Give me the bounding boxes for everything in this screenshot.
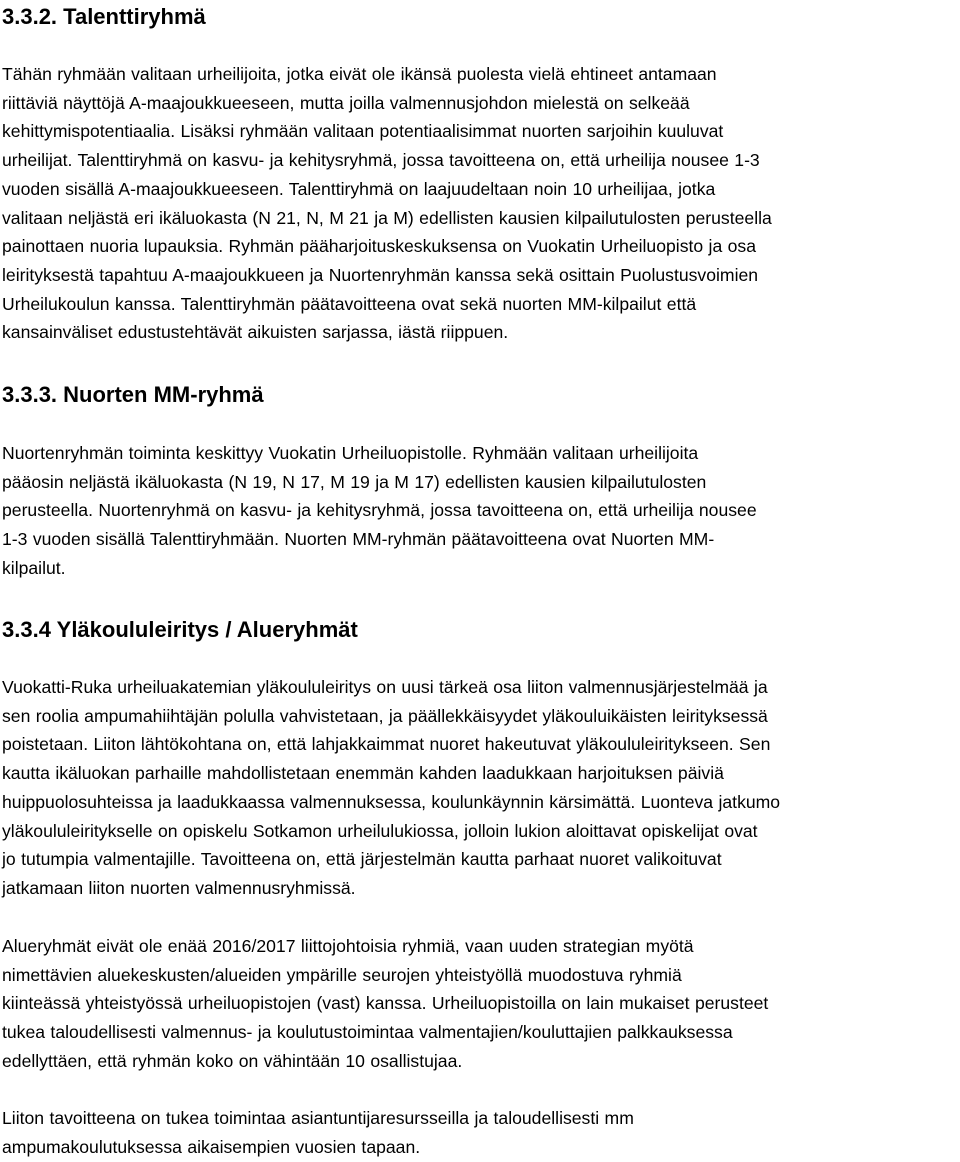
text-line: urheilijat. Talenttiryhmä on kasvu- ja kehitysryhmä, jossa tavoitteena on, että urheilija nousee 1-3: [2, 150, 760, 171]
text-line: pääosin neljästä ikäluokasta (N 19, N 17, M 19 ja M 17) edellisten kausien kilpailutulosten: [2, 471, 707, 492]
text-line: Vuokatti-Ruka urheiluakatemian yläkoululeiritys on uusi tärkeä osa liiton valmennusjärjestelmää ja: [2, 677, 768, 697]
text-line: perusteella. Nuortenryhmä on kasvu- ja kehitysryhmä, jossa tavoitteena on, että urheilija nousee: [2, 500, 757, 521]
text-line: leirityksestä tapahtuu A-maajoukkueen ja Nuortenryhmän kanssa sekä osittain Puolustusvoimien: [2, 264, 759, 285]
text-line: painottaen nuoria lupauksia. Ryhmän pääharjoituskeskuksensa on Vuokatin Urheiluopisto ja osa: [2, 236, 757, 257]
paragraph-nuorten-mm-ryhma: [2, 439, 757, 583]
text-line: kehittymispotentiaalia. Lisäksi ryhmään valitaan potentiaalisimmat nuorten sarjoihin kuuluvat: [2, 121, 724, 142]
section-heading-ylakoululeiritys-alueryhmat: 3.3.4 Yläkoululeiritys / Alueryhmät: [2, 617, 358, 642]
text-line: valitaan neljästä eri ikäluokasta (N 21, N, M 21 ja M) edellisten kausien kilpailutulosten perusteella: [2, 207, 772, 228]
text-line: poistetaan. Liiton lähtökohtana on, että lahjakkaimmat nuoret hakeutuvat yläkoululeiritykseen. Sen: [2, 734, 771, 755]
text-line: nimettävien aluekeskusten/alueiden ympärille seurojen yhteistyöllä muodostuva ryhmiä: [2, 964, 682, 985]
text-line: vuoden sisällä A-maajoukkueeseen. Talenttiryhmä on laajuudeltaan noin 10 urheilijaa, jotka: [2, 178, 716, 199]
text-line: Liiton tavoitteena on tukea toimintaa asiantuntijaresursseilla ja taloudellisesti mm: [2, 1108, 634, 1128]
text-line: ampumakoulutuksessa aikaisempien vuosien tapaan.: [2, 1136, 421, 1157]
section-heading-nuorten-mm-ryhma: 3.3.3. Nuorten MM-ryhmä: [2, 382, 264, 407]
text-line: kautta ikäluokan parhaille mahdollistetaan enemmän kahden laadukkaan harjoituksen päiviä: [2, 763, 724, 784]
text-line: kiinteässä yhteistyössä urheiluopistojen (vast) kanssa. Urheiluopistoilla on lain mukaiset perusteet: [2, 993, 769, 1014]
text-line: kansainväliset edustustehtävät aikuisten sarjassa, iästä riippuen.: [2, 322, 509, 343]
text-line: Nuortenryhmän toiminta keskittyy Vuokatin Urheiluopistolle. Ryhmään valitaan urheilijoita: [2, 443, 699, 463]
text-line: tukea taloudellisesti valmennus- ja koulutustoimintaa valmentajien/kouluttajien palkkauksessa: [2, 1022, 733, 1043]
paragraph-alueryhmat: [2, 932, 768, 1076]
text-line: Tähän ryhmään valitaan urheilijoita, jotka eivät ole ikänsä puolesta vielä ehtineet antamaan: [2, 64, 717, 84]
paragraph-liiton-tavoitteena: [2, 1104, 634, 1161]
text-line: edellyttäen, että ryhmän koko on vähintään 10 osallistujaa.: [2, 1050, 463, 1071]
text-line: sen roolia ampumahiihtäjän polulla vahvistetaan, ja päällekkäisyydet yläkouluikäisten leirityksessä: [2, 705, 768, 726]
text-line: riittäviä näyttöjä A-maajoukkueeseen, mutta joilla valmennusjohdon mielestä on selkeää: [2, 92, 690, 113]
paragraph-ylakoululeiritys: [2, 673, 780, 903]
text-line: huippuolosuhteissa ja laadukkaassa valmennuksessa, koulunkäynnin kärsimättä. Luonteva jatkumo: [2, 791, 781, 812]
text-line: Alueryhmät eivät ole enää 2016/2017 liittojohtoisia ryhmiä, vaan uuden strategian myötä: [2, 936, 694, 956]
text-line: jatkamaan liiton nuorten valmennusryhmissä.: [2, 877, 356, 898]
text-line: 1-3 vuoden sisällä Talenttiryhmään. Nuorten MM-ryhmän päätavoitteena ovat Nuorten MM-: [2, 529, 715, 550]
paragraph-talenttiryhma: [2, 60, 772, 347]
text-line: jo tutumpia valmentajille. Tavoitteena on, että järjestelmän kautta parhaat nuoret valikoituvat: [2, 849, 722, 870]
text-line: Urheilukoulun kanssa. Talenttiryhmän päätavoitteena ovat sekä nuorten MM-kilpailut että: [2, 293, 697, 314]
text-line: kilpailut.: [2, 557, 66, 578]
text-line: yläkoululeiritykselle on opiskelu Sotkamon urheilulukiossa, jolloin lukion aloittavat opiskelijat ovat: [2, 820, 758, 841]
section-heading-talenttiryhma: 3.3.2. Talenttiryhmä: [2, 4, 206, 29]
